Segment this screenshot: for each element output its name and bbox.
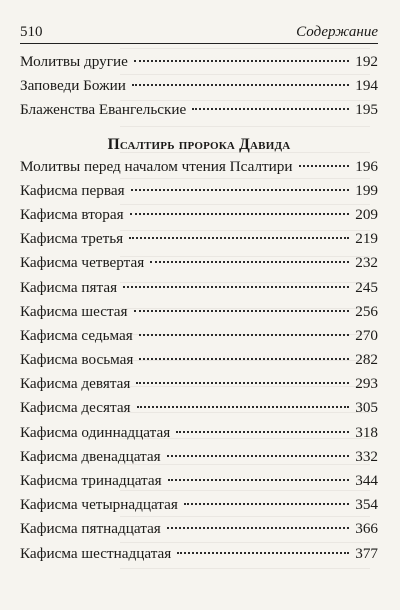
toc-entry [20,182,378,206]
toc-entry-page: 256 [355,302,378,320]
dot-leader [139,358,349,360]
dot-leader [176,431,349,433]
page-number: 510 [20,24,43,40]
dot-leader [177,552,349,554]
toc-entry [20,230,378,254]
toc-entry-title: Кафисма двенадцатая [20,447,161,465]
dot-leader [184,503,349,505]
toc-group-prayers [20,53,378,126]
toc-entry [20,448,378,472]
section-heading: Псалтирь пророка Давида [107,135,291,153]
dot-leader [150,261,349,263]
dot-leader [131,189,350,191]
toc-entry-title: Молитвы перед началом чтения Псалтири [20,157,293,175]
toc-entry-title: Кафисма десятая [20,399,131,417]
toc-entry-page: 354 [355,496,378,514]
toc-entry-title: Кафисма седьмая [20,326,133,344]
dot-leader [167,455,350,457]
toc-entry [20,399,378,423]
dot-leader [136,382,349,384]
toc-entry [20,424,378,448]
toc-entry-title: Кафисма четырнадцатая [20,496,178,514]
toc-entry-page: 270 [355,326,378,344]
toc-entry-title: Блаженства Евангельские [20,101,187,119]
dot-leader [130,213,350,215]
dot-leader [129,237,349,239]
toc-entry-page: 366 [355,520,378,538]
toc-entry-title: Кафисма шестнадцатая [20,544,172,562]
toc-entry-title: Кафисма вторая [20,205,124,223]
toc-entry-page: 232 [355,254,378,272]
toc-entry-page: 305 [355,399,378,417]
toc-entry-title: Кафисма тринадцатая [20,472,162,489]
toc-entry-page: 293 [355,375,378,393]
toc-entry [20,77,378,101]
toc-entry [20,327,378,351]
toc-entry-title: Молитвы другие [20,53,128,70]
dot-leader [299,165,350,167]
toc-entry-title: Кафисма третья [20,230,124,248]
toc-entry-page: 219 [355,230,378,248]
toc-entry-title: Кафисма первая [20,181,125,199]
toc-entry [20,520,378,544]
toc-entry-page: 245 [355,278,378,296]
toc-entry-page: 195 [355,101,378,119]
toc-entry-page: 377 [355,544,378,562]
toc-entry-page: 196 [355,157,378,175]
toc-entry-title: Кафисма пятнадцатая [20,520,161,538]
toc-entry-page: 209 [355,205,378,223]
dot-leader [192,108,349,110]
dot-leader [139,334,349,336]
toc-entry [20,101,378,125]
toc-entry [20,303,378,327]
toc-entry-page: 332 [355,447,378,465]
toc-entry [20,375,378,399]
toc-entry-page: 199 [355,181,378,199]
header-rule [20,43,378,44]
toc-entry [20,279,378,303]
toc-entry-page: 344 [355,472,378,489]
dot-leader [134,310,350,312]
toc-entry-title: Заповеди Божии [20,77,126,95]
dot-leader [123,286,349,288]
toc-entry [20,158,378,182]
toc-entry-title: Кафисма шестая [20,302,128,320]
toc-entry [20,496,378,520]
toc-entry-title: Кафисма восьмая [20,351,134,369]
dot-leader [132,84,349,86]
toc-entry [20,206,378,230]
toc-entry-title: Кафисма четвертая [20,254,145,272]
dot-leader [134,60,349,62]
toc-entry-page: 194 [355,77,378,95]
toc-group-psalter [20,158,378,569]
toc-entry-page: 192 [355,53,378,70]
running-title: Содержание [296,24,378,40]
toc-entry [20,351,378,375]
toc-entry [20,472,378,496]
dot-leader [168,479,350,481]
toc-entry [20,545,378,569]
dot-leader [167,527,349,529]
toc-entry-page: 282 [355,351,378,369]
toc-entry-title: Кафисма девятая [20,375,131,393]
dot-leader [137,406,350,408]
table-of-contents [20,53,378,569]
toc-entry-title: Кафисма одиннадцатая [20,423,171,441]
page-header [20,19,378,41]
toc-entry-page: 318 [355,423,378,441]
toc-entry [20,254,378,278]
toc-entry-title: Кафисма пятая [20,278,118,296]
toc-entry [20,53,378,77]
